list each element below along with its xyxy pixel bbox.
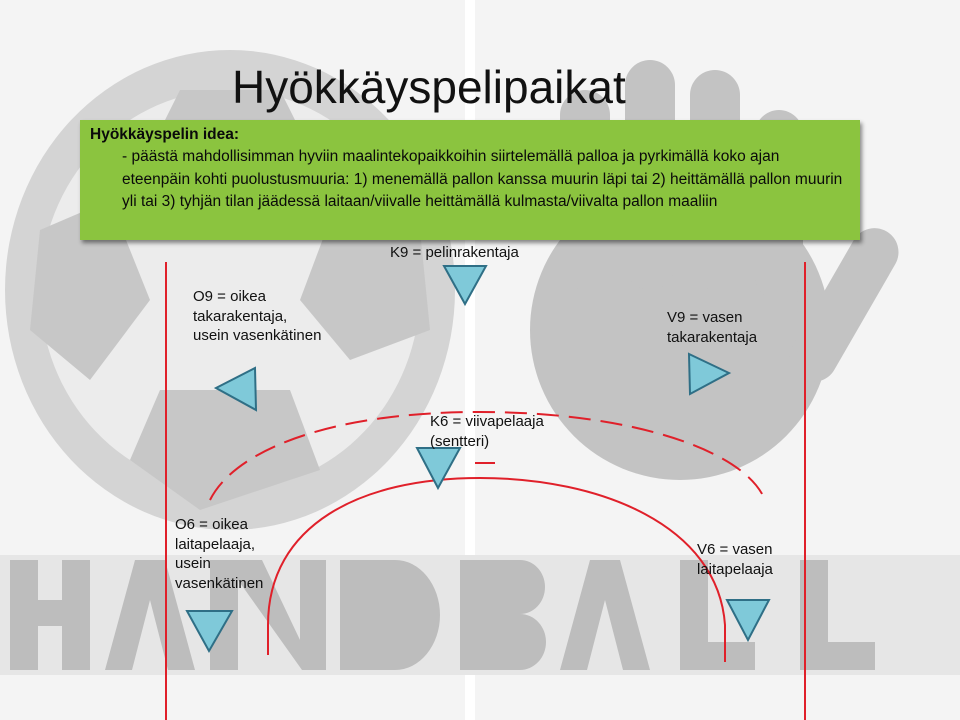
v6-player-marker — [727, 600, 769, 640]
v9-label: V9 = vasen takarakentaja — [667, 309, 758, 346]
idea-text: - päästä mahdollisimman hyviin maalintekopaikkoihin siirtelemällä palloa ja pyrkimällä koko ajan eteenpäin kohti puolustusmuuria: 1) menemällä pallon kanssa muurin läpi tai 2) heittämällä pallon muurin yli tai 3) tyhjän tilan jäädessä laitaan/viivalle heittämällä kulmasta/viivalta pallon maaliin — [122, 148, 843, 211]
page-title: Hyökkäyspelipaikat — [232, 61, 626, 113]
k9-label: K9 = pelinrakentaja — [390, 244, 519, 261]
o9-label: O9 = oikea takarakentaja, usein vasenkätinen — [193, 288, 322, 344]
k9-player-marker — [444, 266, 486, 304]
o9-player-marker — [216, 368, 256, 410]
k6-label: K6 = viivapelaaja (sentteri) — [430, 413, 544, 450]
idea-heading: Hyökkäyspelin idea: — [90, 126, 240, 143]
v9-player-marker — [689, 354, 729, 394]
goal-area-line — [268, 478, 725, 662]
v6-label: V6 = vasen laitapelaaja — [697, 541, 773, 578]
o6-label: O6 = oikea laitapelaaja, usein vasenkätinen — [175, 516, 264, 592]
o6-player-marker — [187, 611, 232, 651]
